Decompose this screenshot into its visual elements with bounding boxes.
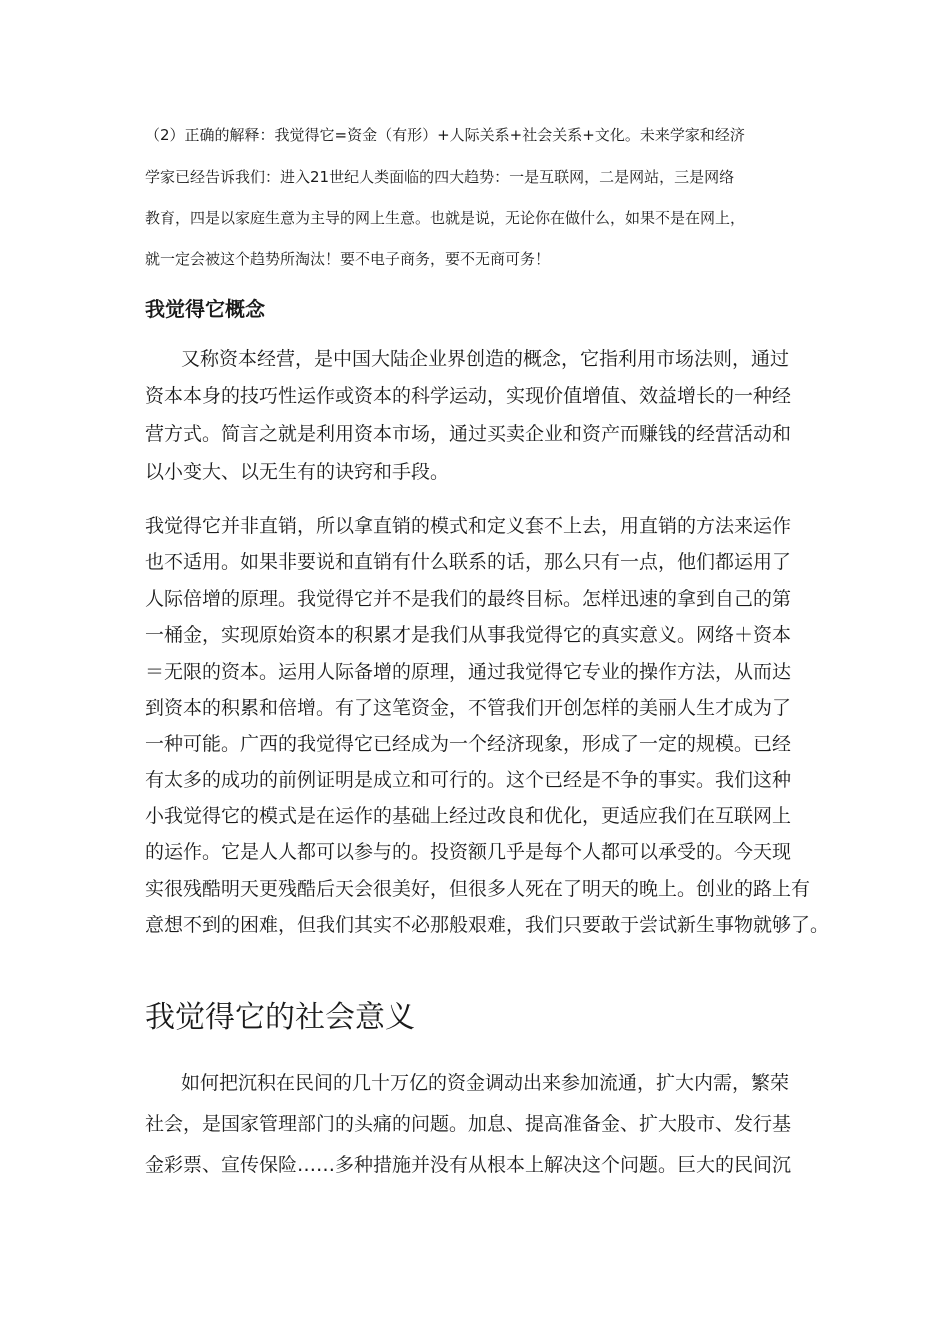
intro-line: 学家已经告诉我们：进入21世纪人类面临的四大趋势：一是互联网，二是网站，三是网络 bbox=[145, 168, 735, 186]
paragraph-line: ＝无限的资本。运用人际备增的原理，通过我觉得它专业的操作方法，从而达 bbox=[145, 661, 792, 683]
paragraph-line: 到资本的积累和倍增。有了这笔资金，不管我们开创怎样的美丽人生才成为了 bbox=[145, 697, 792, 719]
paragraph-line: 实很残酷明天更残酷后天会很美好，但很多人死在了明天的晚上。创业的路上有 bbox=[145, 878, 811, 900]
paragraph-line: 社会，是国家管理部门的头痛的问题。加息、提高准备金、扩大股市、发行基 bbox=[145, 1113, 792, 1135]
paragraph-line: 意想不到的困难，但我们其实不必那般艰难，我们只要敢于尝试新生事物就够了。 bbox=[145, 914, 830, 936]
section-heading-social: 我觉得它的社会意义 bbox=[145, 1000, 415, 1035]
paragraph-line: 有太多的成功的前例证明是成立和可行的。这个已经是不争的事实。我们这种 bbox=[145, 769, 792, 791]
intro-line: （2）正确的解释：我觉得它=资金（有形）+人际关系+社会关系+文化。未来学家和经济 bbox=[145, 126, 745, 144]
paragraph-line: 人际倍增的原理。我觉得它并不是我们的最终目标。怎样迅速的拿到自己的第 bbox=[145, 588, 792, 610]
paragraph-line: 资本本身的技巧性运作或资本的科学运动，实现价值增值、效益增长的一种经 bbox=[145, 385, 792, 407]
intro-line: 教育，四是以家庭生意为主导的网上生意。也就是说，无论你在做什么，如果不是在网上， bbox=[145, 209, 746, 227]
paragraph-line: 金彩票、宣传保险……多种措施并没有从根本上解决这个问题。巨大的民间沉 bbox=[145, 1154, 792, 1176]
section-heading-concept: 我觉得它概念 bbox=[145, 297, 265, 321]
paragraph-line: 营方式。简言之就是利用资本市场，通过买卖企业和资产而赚钱的经营活动和 bbox=[145, 423, 792, 445]
paragraph-line: 也不适用。如果非要说和直销有什么联系的话，那么只有一点，他们都运用了 bbox=[145, 551, 792, 573]
paragraph-line: 我觉得它并非直销，所以拿直销的模式和定义套不上去，用直销的方法来运作 bbox=[145, 515, 792, 537]
paragraph-line: 的运作。它是人人都可以参与的。投资额几乎是每个人都可以承受的。今天现 bbox=[145, 841, 792, 863]
paragraph-line: 如何把沉积在民间的几十万亿的资金调动出来参加流通，扩大内需，繁荣 bbox=[181, 1072, 790, 1094]
paragraph-line: 一种可能。广西的我觉得它已经成为一个经济现象，形成了一定的规模。已经 bbox=[145, 733, 792, 755]
intro-line: 就一定会被这个趋势所淘汰！要不电子商务，要不无商可务！ bbox=[145, 250, 551, 268]
paragraph-line: 又称资本经营，是中国大陆企业界创造的概念，它指利用市场法则，通过 bbox=[181, 348, 790, 370]
paragraph-line: 以小变大、以无生有的诀窍和手段。 bbox=[145, 461, 450, 483]
paragraph-line: 一桶金，实现原始资本的积累才是我们从事我觉得它的真实意义。网络＋资本 bbox=[145, 624, 792, 646]
paragraph-line: 小我觉得它的模式是在运作的基础上经过改良和优化，更适应我们在互联网上 bbox=[145, 805, 792, 827]
